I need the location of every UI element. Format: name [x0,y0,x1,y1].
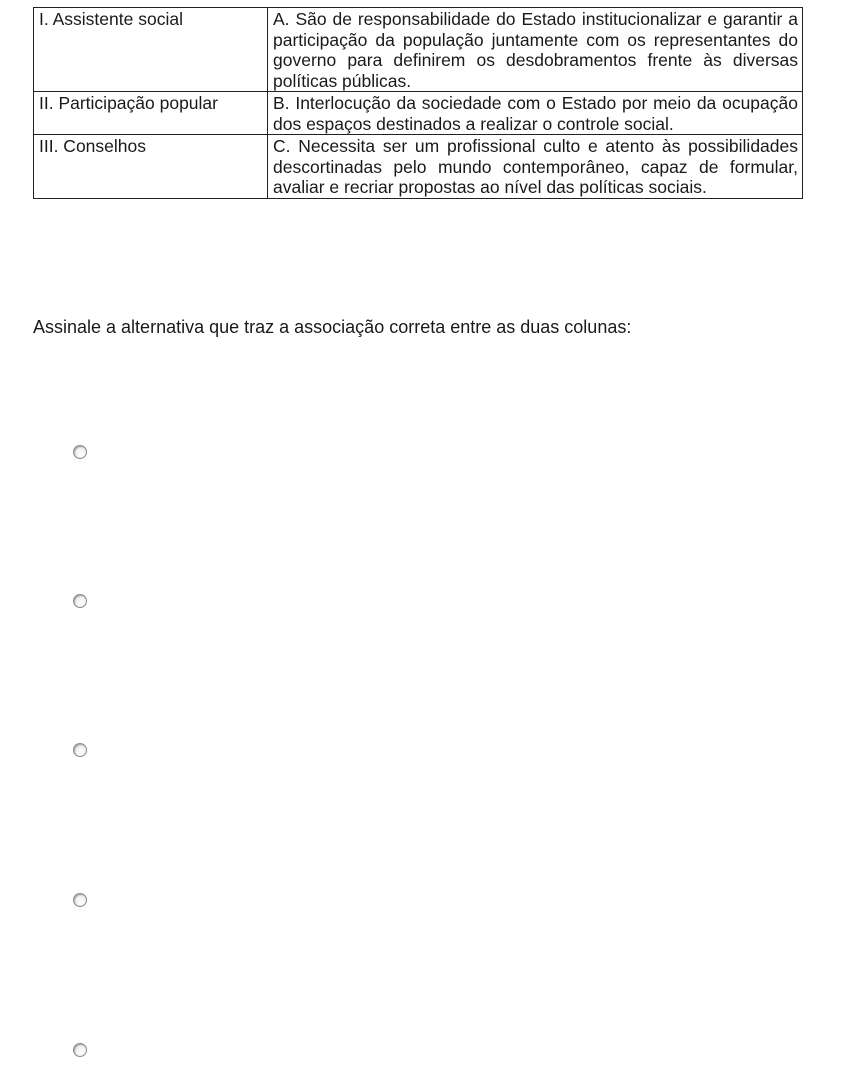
table-row [34,135,803,199]
answer-option-3[interactable] [73,743,89,759]
answer-option-2[interactable] [73,594,89,610]
radio-button[interactable] [73,1043,87,1057]
table-cell-left: III. Conselhos [34,135,268,199]
table-row [34,8,803,92]
table-cell-left: I. Assistente social [34,8,268,92]
table-row [34,92,803,135]
table-cell-right: C. Necessita ser um profissional culto e atento às possibilidades descortinadas pelo mundo contemporâneo, capaz de formular, avaliar e recriar propostas ao nível das políticas sociais. [268,135,803,199]
question-instruction: Assinale a alternativa que traz a associação correta entre as duas colunas: [33,317,632,337]
answer-option-1[interactable] [73,445,89,461]
answer-option-5[interactable] [73,1043,89,1059]
radio-button[interactable] [73,743,87,757]
table-cell-right: A. São de responsabilidade do Estado institucionalizar e garantir a participação da população juntamente com os representantes do governo para definirem os desdobramentos frente às diversas políticas públicas. [268,8,803,92]
radio-button[interactable] [73,893,87,907]
radio-button[interactable] [73,445,87,459]
answer-option-4[interactable] [73,893,89,909]
table-cell-right: B. Interlocução da sociedade com o Estado por meio da ocupação dos espaços destinados a realizar o controle social. [268,92,803,135]
table-cell-left: II. Participação popular [34,92,268,135]
association-table [33,7,803,199]
radio-button[interactable] [73,594,87,608]
